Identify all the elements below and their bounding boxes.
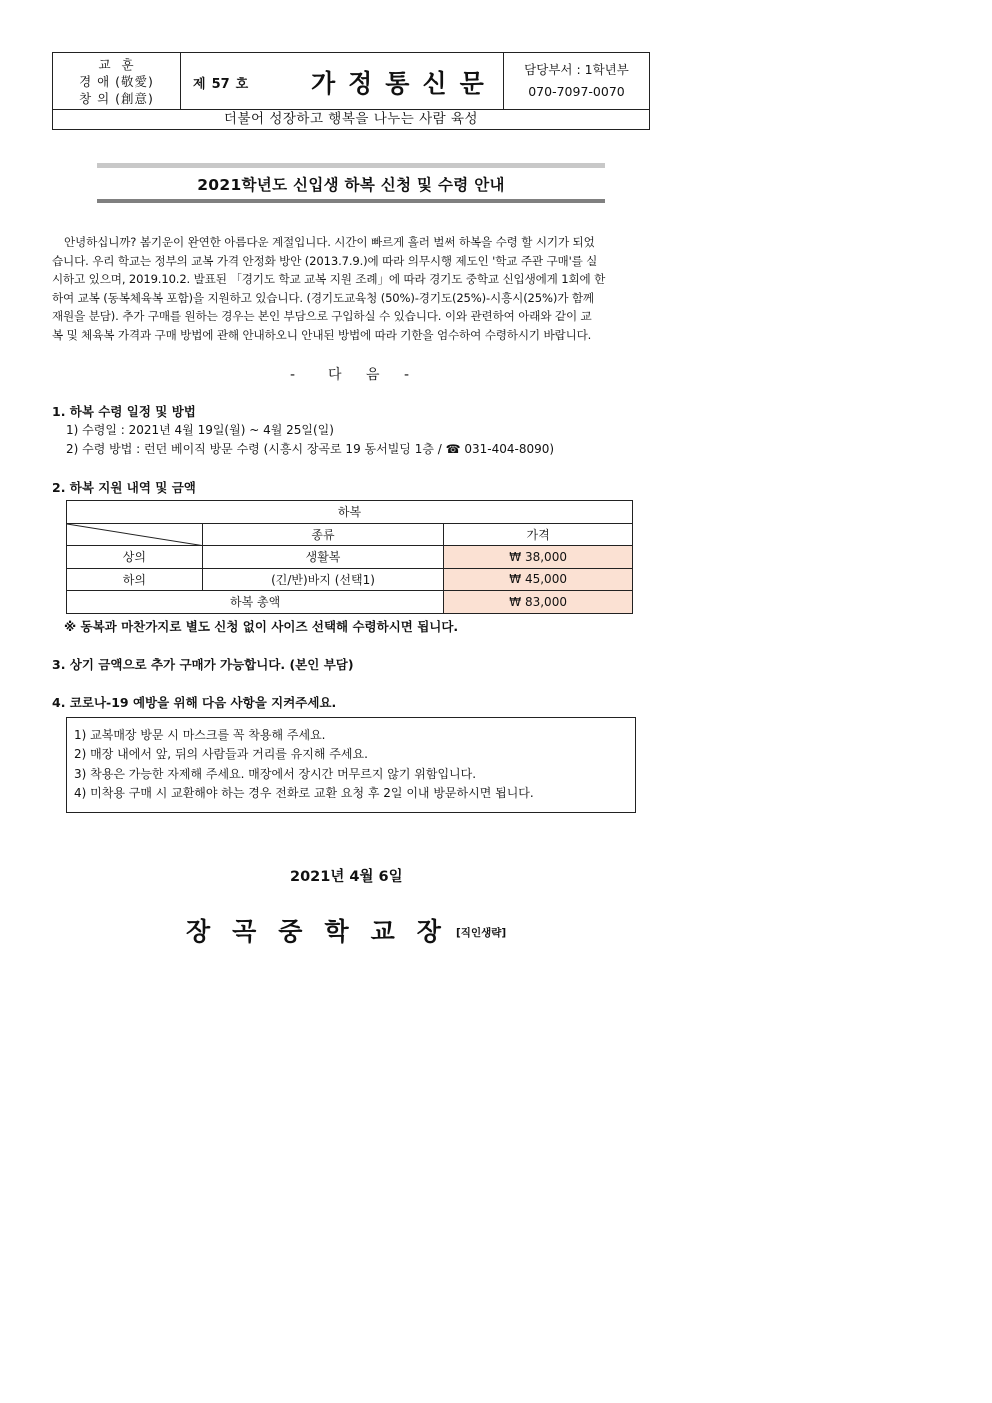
table-row	[67, 568, 633, 591]
column-header-price: 가격	[444, 523, 633, 546]
table-row	[67, 523, 633, 546]
department-info	[503, 53, 649, 109]
intro-line: 시하고 있으며, 2019.10.2. 발표된 「경기도 학교 교복 지원 조례」에 따라 경기도 중학교 신입생에게 1회에 한	[52, 272, 606, 287]
row-price: ₩ 38,000	[444, 546, 633, 569]
daum-char: 음	[366, 367, 380, 383]
diagonal-line	[67, 524, 202, 546]
issue-prefix: 제	[193, 77, 206, 92]
list-item: 3) 착용은 가능한 자제해 주세요. 매장에서 장시간 머무르지 않기 위함입니다.	[74, 766, 477, 781]
daum-dash: -	[404, 367, 410, 383]
intro-paragraph	[52, 233, 650, 345]
motto-line-2: 창 의 (創意)	[79, 91, 154, 106]
department-name: 담당부서 : 1학년부	[524, 62, 629, 77]
title-bar-bottom	[97, 199, 605, 203]
motto-line-1: 경 애 (敬愛)	[79, 74, 154, 89]
issue-suffix: 호	[235, 77, 249, 92]
section-2-heading: 2. 하복 지원 내역 및 금액	[52, 480, 196, 495]
title-bar-top	[97, 163, 605, 168]
list-item: 2) 매장 내에서 앞, 뒤의 사람들과 거리를 유지해 주세요.	[74, 747, 368, 762]
covid-guidelines-box	[66, 717, 636, 813]
list-item: 4) 미착용 구매 시 교환해야 하는 경우 전화로 교환 요청 후 2일 이내 방문하시면 됩니다.	[74, 785, 534, 800]
total-label: 하복 총액	[67, 591, 444, 614]
uniform-price-table	[66, 500, 633, 614]
total-price: ₩ 83,000	[444, 591, 633, 614]
issue-number	[193, 73, 254, 92]
intro-line: 습니다. 우리 학교는 정부의 교복 가격 안정화 방안 (2013.7.9.)에 따라 의무시행 제도인 '학교 주관 구매'를 실	[52, 253, 598, 268]
intro-line: 복 및 체육복 가격과 구매 방법에 관해 안내하오니 안내된 방법에 따라 기한을 엄수하여 수령하시기 바랍니다.	[52, 327, 592, 342]
seal-omitted-note: [직인생략]	[456, 927, 507, 939]
row-type: (긴/반)바지 (선택1)	[202, 568, 444, 591]
row-type: 생활복	[202, 546, 444, 569]
issue-date: 2021년 4월 6일	[290, 869, 403, 885]
section-1-line-1: 1) 수령일 : 2021년 4월 19일(월) ~ 4월 25일(일)	[66, 423, 334, 437]
row-part: 상의	[67, 546, 203, 569]
newsletter-header	[52, 52, 650, 130]
row-price: ₩ 45,000	[444, 568, 633, 591]
table-row	[67, 501, 633, 524]
section-4-heading: 4. 코로나-19 예방을 위해 다음 사항을 지켜주세요.	[52, 695, 337, 710]
issue-value: 57	[211, 77, 230, 92]
daum-char: 다	[328, 367, 342, 383]
school-motto	[53, 53, 181, 109]
daum-dash: -	[290, 367, 296, 383]
section-1-line-2: 2) 수령 방법 : 런던 베이직 방문 수령 (시흥시 장곡로 19 동서빌딩 1층 / ☎ 031-404-8090)	[66, 442, 555, 456]
table-group-header: 하복	[67, 501, 633, 524]
principal-signature: 장곡중학교장	[186, 917, 463, 946]
newsletter-title: 가정통신문	[311, 69, 497, 98]
intro-line: 안녕하십니까? 봄기운이 완연한 아름다운 계절입니다. 시간이 빠르게 흘러 벌써 하복을 수령 할 시기가 되었	[64, 235, 595, 249]
school-slogan: 더불어 성장하고 행복을 나누는 사람 육성	[53, 109, 649, 129]
column-header-type: 종류	[202, 523, 444, 546]
table-row	[67, 546, 633, 569]
section-1-heading: 1. 하복 수령 일정 및 방법	[52, 404, 196, 419]
table-note: ※ 동복과 마찬가지로 별도 신청 없이 사이즈 선택해 수령하시면 됩니다.	[64, 619, 459, 634]
motto-label: 교 훈	[98, 57, 135, 72]
section-3-heading: 3. 상기 금액으로 추가 구매가 가능합니다. (본인 부담)	[52, 657, 354, 672]
intro-line: 하여 교복 (동복체육복 포함)을 지원하고 있습니다. (경기도교육청 (50%)-경기도(25%)-시흥시(25%)가 함께	[52, 290, 594, 305]
row-part: 하의	[67, 568, 203, 591]
daum-heading	[290, 364, 409, 384]
list-item: 1) 교복매장 방문 시 마스크를 꼭 착용해 주세요.	[74, 728, 326, 742]
department-phone: 070-7097-0070	[528, 84, 625, 99]
intro-line: 재원을 분담). 추가 구매를 원하는 경우는 본인 부담으로 구입하실 수 있습니다. 이와 관련하여 아래와 같이 교	[52, 309, 592, 324]
document-title: 2021학년도 신입생 하복 신청 및 수령 안내	[197, 176, 505, 194]
table-row	[67, 591, 633, 614]
diagonal-header-cell	[67, 523, 203, 546]
